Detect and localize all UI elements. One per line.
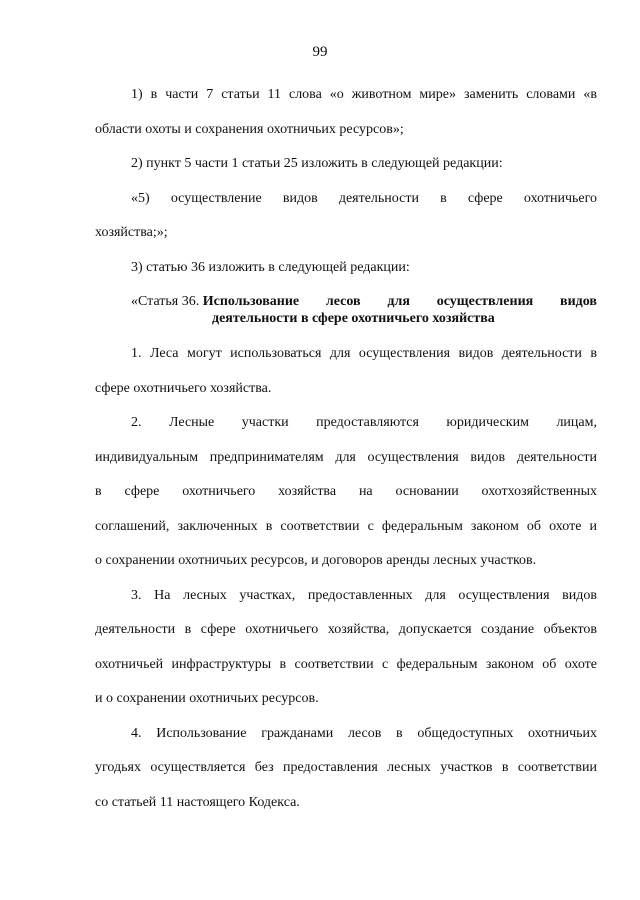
text-line: 4. Использование гражданами лесов в общедоступных охотничьих (131, 725, 597, 741)
text-line: о сохранении охотничьих ресурсов, и договоров аренды лесных участков. (95, 553, 537, 568)
amendment-paragraph-1 (95, 78, 597, 147)
amendment-paragraph-3 (95, 182, 597, 251)
word: видов (282, 190, 318, 206)
word: в (440, 190, 447, 206)
article-prefix: «Статья 36. (131, 294, 200, 309)
spread-text-line (95, 406, 597, 441)
word: охотхозяйственных (481, 484, 597, 499)
article-section-1 (95, 337, 597, 406)
word: 2. (131, 415, 142, 430)
word: сфере (467, 190, 503, 206)
word: на (358, 484, 373, 499)
word: деятельности (338, 190, 419, 206)
document-body (95, 78, 597, 820)
text-line: угодьях осуществляется без предоставления лесных участков в соответствии (95, 760, 597, 775)
text-line: сфере охотничьего хозяйства. (95, 380, 272, 396)
text-line: со статьей 11 настоящего Кодекса. (95, 794, 300, 810)
heading-word: для (387, 294, 410, 309)
word: участки (241, 415, 289, 430)
article-heading-line-1 (95, 293, 597, 310)
word: «5) (131, 190, 150, 206)
heading-word: осуществления (436, 294, 534, 309)
text-line: охотничьей инфраструктуры в соответствии с федеральным законом об охоте (95, 656, 597, 672)
article-section-2 (95, 406, 597, 579)
article-section-3 (95, 579, 597, 717)
amendment-paragraph-4: 3) статью 36 изложить в следующей редакции: (131, 259, 410, 275)
text-line: деятельности в сфере охотничьего хозяйства, допускается создание объектов (95, 622, 597, 637)
word: охотничьего (523, 190, 597, 206)
article-heading-line-2: деятельности в сфере охотничьего хозяйства (212, 311, 495, 326)
word: осуществление (170, 190, 262, 206)
text-line: 3. На лесных участках, предоставленных для осуществления видов (131, 587, 597, 603)
word: лицам, (556, 415, 597, 430)
text-line: области охоты и сохранения охотничьих ресурсов»; (95, 121, 404, 137)
article-heading (95, 293, 597, 327)
text-line: 1) в части 7 статьи 11 слова «о животном мире» заменить словами «в (131, 87, 597, 102)
heading-word: лесов (325, 294, 361, 309)
article-number (131, 293, 299, 310)
text-line: и о сохранении охотничьих ресурсов. (95, 691, 319, 706)
text-line: 1. Леса могут использоваться для осуществления видов деятельности в (131, 346, 597, 361)
word: предоставляются (316, 415, 419, 430)
word: Лесные (168, 415, 215, 430)
text-line: хозяйства;»; (95, 225, 168, 240)
word: охотничьего (182, 484, 256, 499)
text-line: соглашений, заключенных в соответствии с федеральным законом об охоте и (95, 518, 597, 534)
amendment-paragraph-2: 2) пункт 5 части 1 статьи 25 изложить в следующей редакции: (131, 156, 503, 171)
article-section-4 (95, 717, 597, 821)
word: хозяйства (278, 484, 337, 499)
heading-word: Использование (202, 294, 300, 309)
word: в (95, 484, 102, 499)
spread-text-line (95, 475, 597, 510)
heading-word: видов (560, 294, 597, 309)
spread-text-line (95, 182, 597, 217)
text-line: индивидуальным предпринимателям для осуществления видов деятельности (95, 449, 597, 465)
word: основании (395, 484, 459, 499)
word: юридическим (446, 415, 529, 430)
page-number: 99 (312, 44, 328, 60)
word: сфере (124, 484, 160, 499)
